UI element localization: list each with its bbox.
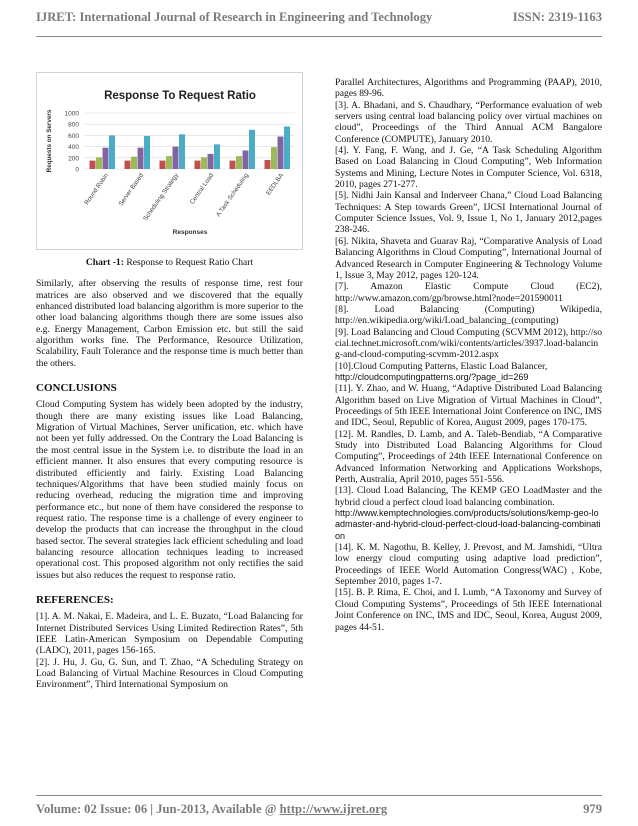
results-paragraph: Similarly, after observing the results of response time, rest four matrices are also observed and we discovered that the equally enhanced distributed load balancing algorithm is more superior to the other load balancing algorithms though there are some issues also e.g. Energy Management, Carbon Emission etc. but still the said algorithm works fine. The Performance, Resource Utilization, Scalability, Fault Tolerance and the response time is much better than the others. (36, 278, 303, 369)
caption-text: Response to Request Ratio Chart (123, 257, 254, 268)
bar (243, 151, 249, 169)
right-column (335, 77, 602, 633)
bar (179, 134, 185, 169)
reference-7: [7]. Amazon Elastic Compute Cloud (EC2), http://www.amazon.com/gp/browse.html?node=201590011 (335, 281, 602, 304)
reference-14: [14]. K. M. Nagothu, B. Kelley, J. Prevost, and M. Jamshidi, “Ultra low energy cloud computing using adaptive load prediction”, Proceedings of IEEE World Automation Congress(WAC) , Kobe, September 2010, pages 1-7. (335, 542, 602, 588)
x-tick-label: Server Based (117, 172, 146, 208)
bar (125, 161, 131, 169)
caption-label: Chart -1: (85, 257, 124, 268)
y-tick-label: 600 (68, 132, 79, 140)
y-axis-label: Requests on Servers (46, 109, 53, 173)
chart-title: Response To Request Ratio (104, 90, 256, 102)
chart-caption (36, 257, 303, 268)
reference-2-continued: Parallel Architectures, Algorithms and Programming (PAAP), 2010, pages 89-96. (335, 77, 602, 100)
left-column (36, 72, 303, 691)
bar (173, 147, 179, 169)
footer-link[interactable]: http://www.ijret.org (279, 802, 388, 816)
x-tick-label: Scheduling Strategy (142, 172, 181, 223)
bar (90, 161, 96, 169)
reference-8: [8]. Load Balancing (Computing) Wikipedia, http://en.wikipedia.org/wiki/Load_balancing_(computing) (335, 303, 602, 327)
reference-10-url[interactable]: http://cloudcomputingpatterns.org/?page_id=269 (335, 371, 529, 382)
references-heading: REFERENCES: (36, 593, 114, 606)
bar (166, 156, 172, 169)
bar (103, 148, 109, 169)
reference-2: [2]. J. Hu, J. Gu, G. Sun, and T. Zhao, “A Scheduling Strategy on Load Balancing of Virtual Machine Resources in Cloud Computing Environment”, Third International Symposium on (36, 656, 303, 691)
x-axis-label: Responses (172, 229, 208, 236)
bar (214, 144, 220, 169)
reference-10-text: [10].Cloud Computing Patterns, Elastic Load Balancer, (335, 360, 548, 372)
bar (236, 156, 242, 169)
y-tick-label: 1000 (64, 110, 79, 118)
reference-3: [3]. A. Bhadani, and S. Chaudhary, “Performance evaluation of web servers using central load balancing policy over virtual machines on cloud”, Proceedings of the Third Annual ACM Bangalore Conference (COMPUTE), January 2010. (335, 99, 602, 145)
bar (201, 157, 207, 169)
reference-13-text: [13]. Cloud Load Balancing, The KEMP GEO LoadMaster and the hybrid cloud a perfect cloud load balancing combination. (335, 485, 602, 508)
reference-12: [12]. M. Randles, D. Lamb, and A. Taleb-Bendiab, “A Comparative Study into Distributed Load Balancing Algorithms for Cloud Computing”, Proceedings of 24th IEEE International Conference on Advanced Information Networking and Applications Workshops, Perth, Australia, April 2010, pages 551-556. (335, 428, 602, 486)
running-header (36, 10, 602, 32)
reference-6: [6]. Nikita, Shaveta and Guarav Raj, “Comparative Analysis of Load Balancing Algorithms in Cloud Computing”, International Journal of Advanced Research in Computer Engineering & Technology Volume 1, Issue 3, May 2012, pages 120-124. (335, 235, 602, 281)
y-tick-label: 200 (68, 155, 79, 163)
reference-4: [4]. Y. Fang, F. Wang, and J. Ge, “A Task Scheduling Algorithm Based on Load Balancing in Cloud Computing”, Web Information Systems and Mining, Lecture Notes in Computer Science, Vol. 6318, 2010, pages 271-277. (335, 145, 602, 191)
footer-volume (36, 802, 387, 817)
bar (131, 157, 137, 169)
bar (271, 147, 277, 169)
response-ratio-chart (37, 73, 304, 251)
reference-5: [5]. Nidhi Jain Kansal and Inderveer Chana,” Cloud Load Balancing Techniques: A Step towards Green”, IJCSI International Journal of Computer Science Issues, Vol. 9, Issue 1, No 1, January 2012,pages 238-246. (335, 190, 602, 236)
bar (284, 126, 290, 169)
y-tick-label: 400 (68, 144, 79, 152)
page-number: 979 (583, 802, 602, 816)
bar (96, 157, 102, 169)
x-tick-label: Round Robin (83, 172, 111, 207)
conclusions-heading: CONCLUSIONS (36, 382, 117, 395)
reference-9: [9]. Load Balancing and Cloud Computing (SCVMM 2012), http://social.technet.microsoft.com/wiki/contents/articles/3937.load-balancing-and-cloud-computing-scvmm-2012.aspx (335, 326, 603, 361)
header-rule (36, 36, 602, 37)
bar (265, 160, 271, 169)
chart-container (36, 72, 303, 250)
bar (278, 137, 284, 169)
bar (138, 148, 144, 169)
reference-13-url[interactable]: http://www.kemptechnologies.com/products/solutions/kemp-geo-loadmaster-and-hybrid-cloud-perfect-cloud-load-balancing-combination (335, 508, 601, 541)
reference-13 (335, 485, 602, 542)
issn: ISSN: 2319-1163 (512, 10, 602, 24)
y-tick-label: 0 (75, 166, 79, 174)
conclusions-paragraph: Cloud Computing System has widely been adopted by the industry, though there are many existing issues like Load Balancing, Migration of Virtual Machines, Server unification, etc. which have not been yet fully addressed. On the Contrary the Load Balancing is the most central issue in the System i.e. to distribute the load in an efficient manner. It also ensures that every computing resource is distributed efficiently and fairly. Existing Load Balancing techniques/Algorithms that have been studied mainly focus on reducing overhead, reducing the migration time and improving performance etc., but none of them have considered the response to request ratio. The response time is a challenge of every engineer to develop the products that can increase the throughput in the cloud based sector. The several strategies lack efficient scheduling and load balancing resource allocation techniques leading to increased operational cost. This proposed algorithm not only rectifies the said issues but also reduces the request to response ratio. (36, 399, 303, 581)
reference-10 (335, 361, 602, 384)
footer-text: Volume: 02 Issue: 06 | Jun-2013, Available @ (36, 802, 280, 816)
bar (144, 136, 150, 169)
bar (160, 161, 166, 169)
y-tick-label: 800 (68, 121, 79, 129)
bar (230, 161, 236, 169)
x-tick-label: EEDLBA (265, 172, 286, 197)
footer-rule (36, 795, 602, 796)
journal-title: IJRET: International Journal of Research in Engineering and Technology (36, 10, 433, 24)
reference-15: [15]. B. P. Rima, E. Choi, and I. Lumb, “A Taxonomy and Survey of Cloud Computing Systems”, Proceedings of 5th IEEE International Joint Conference on INC, IMS and IDC, Seoul, Korea, August 2009, pages 44-51. (335, 587, 602, 633)
bar (109, 135, 115, 169)
bar (195, 161, 201, 169)
bar (249, 130, 255, 169)
bar (208, 154, 214, 169)
reference-1: [1]. A. M. Nakai, E. Madeira, and L. E. Buzato, “Load Balancing for Internet Distributed Services Using Limited Redirection Rates”, 5th IEEE Latin-American Symposium on Dependable Computing (LADC), 2011, pages 156-165. (36, 611, 303, 657)
x-tick-label: A Task Scheduling (214, 172, 251, 219)
reference-11: [11]. Y. Zhao, and W. Huang, “Adaptive Distributed Load Balancing Algorithm based on Live Migration of Virtual Machines in Cloud”, Proceedings of 5th IEEE International Joint Conference on INC, IMS and IDC, Seoul, Republic of Korea, August 2009, pages 170-175. (335, 383, 602, 429)
x-tick-label: Central Load (188, 172, 216, 206)
